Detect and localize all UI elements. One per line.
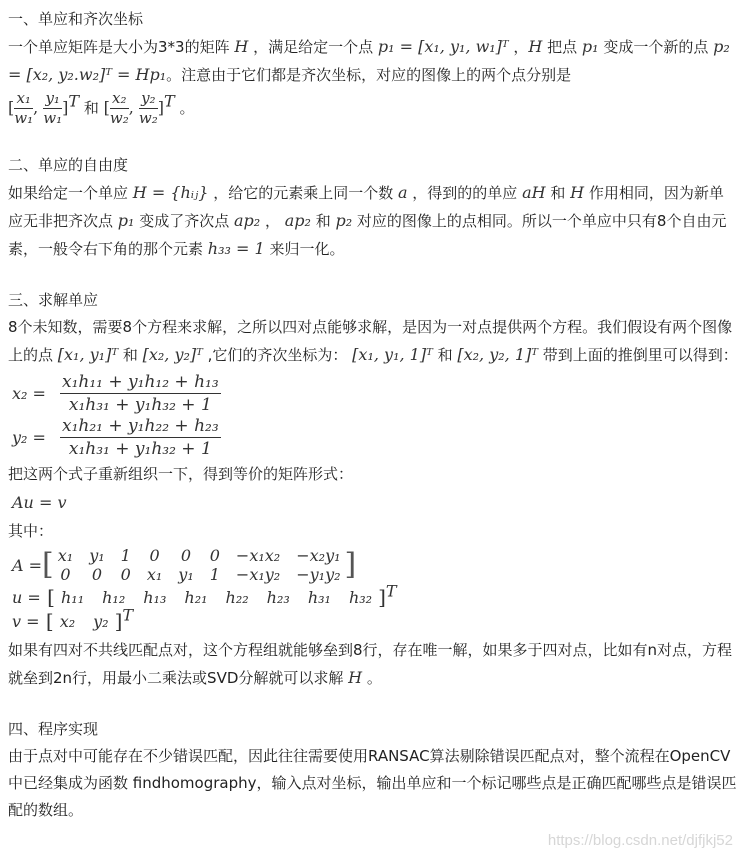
bracket-open: [ [8, 98, 15, 117]
section-paragraph-implementation: 由于点对中可能存在不少错误匹配，因此往往需要使用RANSAC算法剔除错误匹配点对，整个流程在OpenCV中已经集成为函数 findhomography，输入点对坐标，输出单应和一个标记哪些点是正确匹配哪些点是错误匹配的数组。 [8, 747, 737, 819]
matrix-cell: y₁ [89, 546, 105, 565]
vector-cell: h₁₃ [143, 587, 167, 607]
vector-cell: h₂₁ [184, 587, 208, 607]
section-heading-implementation: 四、程序实现 [8, 720, 99, 738]
text: ，满足给定一个点 [248, 38, 378, 56]
vector-cell: h₁₁ [60, 587, 85, 607]
math-ap2: ap₂ [284, 211, 311, 230]
closing-paragraph-solve: 如果有四对不共线匹配点对，这个方程组就能够垒到8行，存在唯一解，如果多于四对点，比如有n对点，方程就垒到2n行，用最小二乘法或SVD分解就可以求解 H 。 [8, 641, 733, 687]
section-heading-solve: 三、求解单应 [8, 291, 99, 309]
matrix-cell: x₁ [57, 546, 74, 565]
fraction-x2-w2: $\frac{\text{x₂}}{\text{w₂}}$ [109, 89, 129, 127]
matrix-cell: −x₂y₁ [296, 546, 341, 565]
vector-cell: h₂₂ [225, 587, 249, 607]
vector-cell: h₁₂ [102, 587, 126, 607]
math-aH: aH [522, 183, 546, 202]
vector-v: v = [ x₂ y₂ ]$^T$ [12, 604, 134, 633]
matrix-cell: 0 [149, 546, 160, 565]
math-v4: [x₂, y₂, 1]ᵀ [457, 345, 538, 364]
matrix-A-cells [58, 546, 341, 584]
math-h33: h₃₃ = 1 [207, 239, 265, 258]
text: 。注意由于它们都是齐次坐标，对应的图像上的两个点分别是 [166, 66, 572, 84]
text: 。 [174, 99, 195, 117]
matrix-cell: −x₁x₂ [235, 546, 281, 565]
matrix-cell: 0 [60, 565, 71, 584]
matrix-cell: 0 [120, 565, 131, 584]
matrix-cell: 0 [209, 546, 220, 565]
text: 和 [79, 99, 104, 117]
math-H: H [570, 183, 585, 202]
matrix-cell: −y₁y₂ [296, 565, 341, 584]
math-v1: [x₁, y₁]ᵀ [57, 345, 119, 364]
math-p1: p₁ [117, 211, 135, 230]
text: ， [508, 38, 529, 56]
section-heading-dof: 二、单应的自由度 [8, 156, 129, 174]
matrix-cell: 0 [180, 546, 192, 565]
fraction-y2-w2: $\frac{\text{y₂}}{\text{w₂}}$ [138, 89, 158, 127]
vector-v-cells [60, 608, 109, 635]
section-heading-homography: 一、单应和齐次坐标 [8, 10, 144, 28]
fraction-y1-w1: $\frac{\text{y₁}}{\text{w₁}}$ [43, 89, 63, 127]
text: 一个单应矩阵是大小为3*3的矩阵 [8, 38, 235, 56]
equation-Au-v: Au = v [12, 493, 67, 512]
math-H-eq: H = {hᵢⱼ} [132, 183, 209, 202]
math-p1: p₁ [581, 37, 599, 56]
math-v3: [x₁, y₁, 1]ᵀ [352, 345, 433, 364]
text: 把点 [542, 38, 582, 56]
watermark: https://blog.csdn.net/djfjkj52 [547, 832, 733, 849]
math-ap2: ap₂ [233, 211, 261, 230]
math-H: H [528, 37, 543, 56]
matrix-cell: 1 [209, 565, 220, 584]
math-p2: p₂ [335, 211, 353, 230]
vector-u: u = [ h₁₁ h₁₂ h₁₃ h₂₁ h₂₂ h₂₃ h₃₁ h₃₂ ]$^T$ [12, 580, 397, 609]
section-paragraph-dof: 如果给定一个单应 H = {hᵢⱼ} ，给它的元素乘上同一个数 a ，得到的的单应 aH 和 H 作用相同，因为新单应无非把齐次点 p₁ 变成了齐次点 ap₂ ， ap₂ 和 p₂ 对应的图像上的点相同。所以一个单应中只有8个自由元素，一般令右下角的那个元素 h₃₃ = 1 来归一化。 [8, 183, 727, 258]
math-p1-eq: p₁ = [x₁, y₁, w₁]ᵀ [377, 37, 509, 56]
equation-x2: x₂ = $\frac{\text{x₁h₁₁ + y₁h₁₂ + h₁₃}}{\text{x₁h₃₁ + y₁h₃₂ + 1}}$ [12, 371, 219, 415]
matrix-A: A = [ x₁ y₁ 1 0 0 0 −x₁x₂ −x₂y₁ 0 0 0 x₁ y₁ 1 −x₁y₂ −y₁y₂ ] [12, 546, 357, 584]
math-H: H [234, 37, 249, 56]
matrix-cell: 0 [91, 565, 103, 584]
reorganize-text: 把这两个式子重新组织一下，得到等价的矩阵形式： [8, 465, 354, 483]
text: 变成一个新的点 [598, 38, 714, 56]
vector-cell: y₂ [93, 611, 109, 631]
matrix-cell: y₁ [178, 565, 194, 584]
vector-u-cells [61, 584, 372, 611]
matrix-cell: x₁ [146, 565, 163, 584]
where-text: 其中： [8, 522, 54, 540]
vector-cell: h₂₃ [266, 587, 290, 607]
math-v2: [x₂, y₂]ᵀ [142, 345, 203, 364]
math-p2-eq: p₂ = [x₂, y₂.w₂]ᵀ = Hp₁ [8, 37, 730, 84]
vector-cell: h₃₂ [348, 587, 373, 607]
vector-cell: h₃₁ [307, 587, 331, 607]
equation-y2: y₂ = $\frac{\text{x₁h₂₁ + y₁h₂₂ + h₂₃}}{\text{x₁h₃₁ + y₁h₃₂ + 1}}$ [12, 415, 219, 459]
matrix-cell: −x₁y₂ [235, 565, 281, 584]
section-paragraph-solve: 8个未知数，需要8个方程来求解，之所以四对点能够求解，是因为一对点提供两个方程。我们假设有两个图像上的点 [x₁, y₁]ᵀ 和 [x₂, y₂]ᵀ ,它们的齐次坐标为： [x₁, y₁, 1]ᵀ 和 [x₂, y₂, 1]ᵀ 带到上面的推倒里可以得到： [8, 318, 738, 364]
fraction-x1-w1: $\frac{\text{x₁}}{\text{w₁}}$ [14, 89, 34, 127]
matrix-cell: 1 [120, 546, 131, 565]
document-body [8, 6, 738, 824]
math-a: a [397, 183, 408, 202]
math-H: H [348, 668, 363, 687]
section-paragraph-homography: 一个单应矩阵是大小为3*3的矩阵 H ，满足给定一个点 p₁ = [x₁, y₁, w₁]ᵀ ，H 把点 p₁ 变成一个新的点 p₂ = [x₂, y₂.w₂]ᵀ = Hp₁。注意由于它们都是齐次坐标，对应的图像上的两个点分别是 [ $\frac{\text{x₁}}{\text{w₁}}$ , $\frac{\text{y₁}}{\text{w₁}}$ ]$^T$ 和 [ $\frac{\text{x₂}}{\text{w₂}}$ , $\frac{\text{y₂}}{\text{w₂}}$ ]$^T$ 。 [8, 37, 730, 127]
vector-cell: x₂ [59, 611, 76, 631]
